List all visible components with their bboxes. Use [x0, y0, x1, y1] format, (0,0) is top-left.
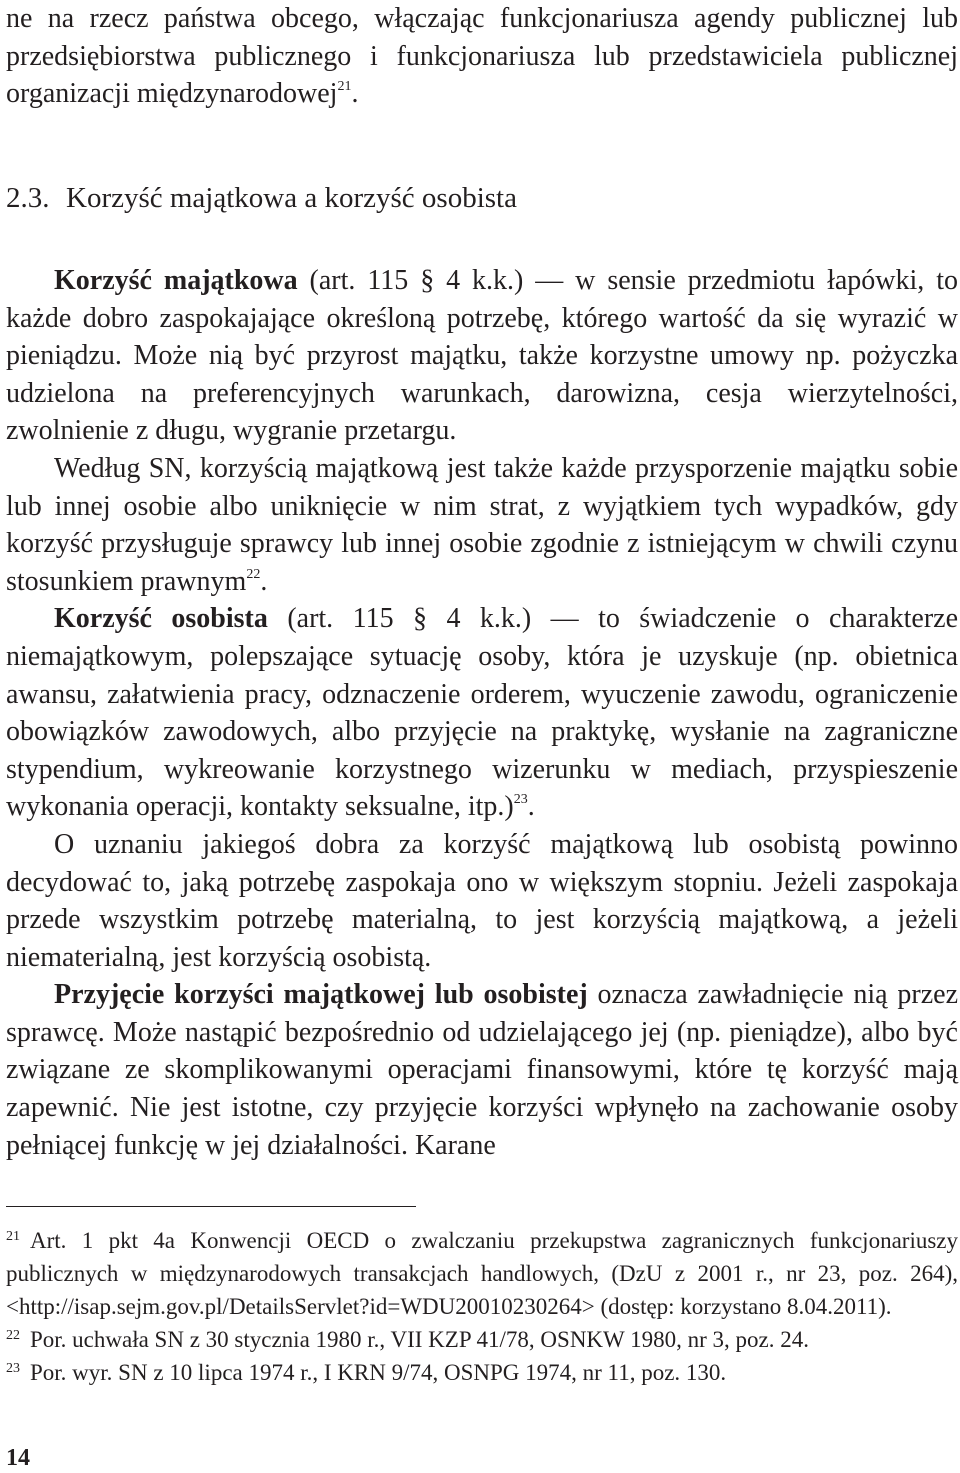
paragraph-text: O uznaniu jakiegoś dobra za korzyść majątkową lub osobistą powinno decydować to, jaką potrzebę zaspokaja ono w większym stopniu. Jeżeli zaspokaja przede wszystkim potrzebę materialną, to jest korzyścią majątkową, a jeżeli niematerialną, jest korzyścią osobistą.	[6, 828, 958, 973]
footnote-ref-21: 21	[337, 79, 352, 95]
page-number: 14	[6, 1445, 30, 1471]
footnote-text: Por. wyr. SN z 10 lipca 1974 r., I KRN 9/74, OSNPG 1974, nr 11, poz. 130.	[30, 1360, 727, 1385]
term-korzysc-osobista: Korzyść osobista	[54, 603, 268, 635]
footnote-22	[6, 1323, 958, 1356]
section-heading	[6, 180, 517, 217]
main-text-block	[6, 262, 958, 1164]
section-title: Korzyść majątkowa a korzyść osobista	[66, 182, 517, 214]
paragraph-text: Według SN, korzyścią majątkową jest także każde przysporzenie majątku sobie lub innej osobie albo uniknięcie w nim strat, z wyjątkiem tych wypadków, gdy korzyść przysługuje sprawcy lub innej osobie zgodnie z istniejącym w chwili czynu stosunkiem prawnym	[6, 452, 958, 597]
term-korzysc-majatkowa: Korzyść majątkowa	[54, 265, 298, 296]
intro-paragraph-block	[6, 0, 958, 113]
paragraph-text: oznacza zawładnięcie nią przez sprawcę. Może nastąpić bezpośrednio od udzielającego jej (np. pieniądze), albo być związane ze skomplikowanymi operacjami finansowymi, które tę korzyść mają zapewnić. Nie jest istotne, czy przyjęcie korzyści wpłynęło na zachowanie osoby pełniącej funkcję w jej działalności. Karane	[6, 979, 958, 1161]
footnotes	[6, 1224, 958, 1389]
footnote-23	[6, 1356, 958, 1389]
intro-end: .	[351, 78, 359, 110]
footnote-text: Por. uchwała SN z 30 stycznia 1980 r., VII KZP 41/78, OSNKW 1980, nr 3, poz. 24.	[30, 1327, 809, 1352]
paragraph-korzysc-majatkowa	[6, 262, 958, 450]
footnote-ref-22: 22	[246, 566, 261, 582]
paragraph-end: .	[260, 565, 268, 597]
footnote-separator	[6, 1206, 416, 1207]
paragraph-text: (art. 115 § 4 k.k.) — w sensie przedmiotu łapówki, to każde dobro zaspokajające określoną potrzebę, którego wartość da się wyrazić w pieniądzu. Może nią być przyrost majątku, także korzystne umowy np. pożyczka udzielona na preferencyjnych warunkach, darowizna, cesja wierzytelności, zwolnienie z długu, wygranie przetargu.	[6, 265, 958, 447]
intro-text: ne na rzecz państwa obcego, włączając funkcjonariusza agendy publicznej lub przedsiębiorstwa publicznego i funkcjonariusza lub przedstawiciela publicznej organizacji międzynarodowej	[6, 3, 958, 110]
intro-paragraph	[6, 0, 958, 113]
term-przyjecie-korzysci: Przyjęcie korzyści majątkowej lub osobistej	[54, 979, 588, 1011]
footnote-ref-23: 23	[513, 792, 528, 808]
paragraph-przyjecie-korzysci	[6, 976, 958, 1164]
paragraph-text: (art. 115 § 4 k.k.) — to świadczenie o charakterze niemajątkowym, polepszające sytuację osoby, która je uzyskuje (np. obietnica awansu, załatwienia pracy, odznaczenie orderem, wyuczenie zawodu, ograniczenie obowiązków zawodowych, albo przyjęcie na praktykę, wysłanie na zagraniczne stypendium, wykreowanie korzystnego wizerunku w mediach, przyspieszenie wykonania operacji, kontakty seksualne, itp.)	[6, 603, 958, 823]
footnote-number: 21	[6, 1229, 20, 1244]
footnote-number: 22	[6, 1328, 20, 1343]
paragraph-o-uznaniu	[6, 826, 958, 976]
section-number: 2.3.	[6, 182, 50, 214]
paragraph-end: .	[527, 791, 535, 823]
footnote-text: Art. 1 pkt 4a Konwencji OECD o zwalczaniu przekupstwa zagranicznych funkcjonariuszy publicznych w międzynarodowych transakcjach handlowych, (DzU z 2001 r., nr 23, poz. 264), <http://isap.sejm.gov.pl/DetailsServlet?id=WDU20010230264> (dostęp: korzystano 8.04.2011).	[6, 1228, 958, 1319]
paragraph-wedlug-sn	[6, 450, 958, 600]
paragraph-korzysc-osobista	[6, 600, 958, 826]
footnote-21	[6, 1224, 958, 1323]
footnote-number: 23	[6, 1361, 20, 1376]
